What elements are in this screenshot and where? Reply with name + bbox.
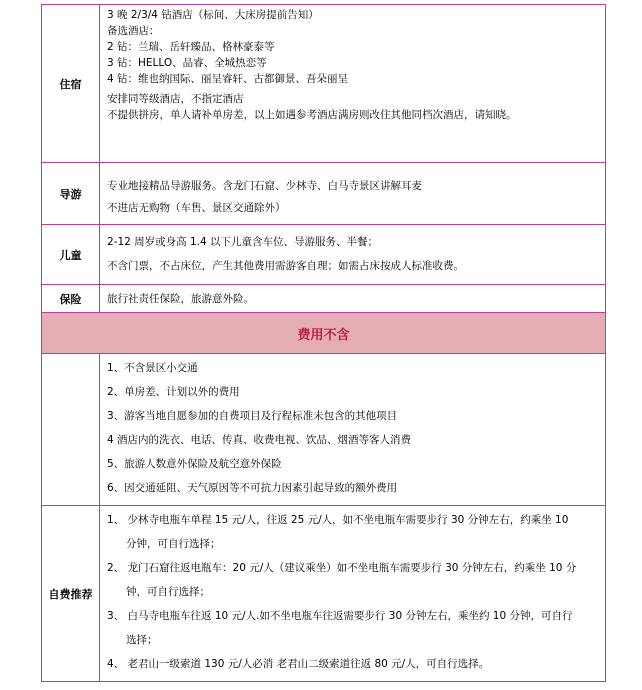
optional-row xyxy=(42,506,606,682)
lodging-line: 备选酒店： xyxy=(107,25,160,37)
itinerary-table xyxy=(41,4,606,682)
excluded-content xyxy=(100,354,606,506)
child-label: 儿童 xyxy=(42,225,100,285)
excluded-blank-cell xyxy=(42,354,100,506)
excluded-item: 3、游客当地自愿参加的自费项目及行程标准未包含的其他项目 xyxy=(107,410,398,422)
lodging-line: 3 钻：HELLO、品睿、全城热恋等 xyxy=(107,57,267,69)
lodging-row xyxy=(42,5,606,163)
excluded-item: 6、因交通延阻、天气原因等不可抗力因素引起导致的额外费用 xyxy=(107,482,398,494)
optional-item xyxy=(107,556,598,604)
optional-item-first: 3、 白马寺电瓶车往返 10 元/人.如不坐电瓶车往返需要步行 30 分钟左右，乘坐约 10 分钟，可自行 xyxy=(107,610,573,622)
excluded-item: 4 酒店内的洗衣、电话、传真、收费电视、饮品、烟酒等客人消费 xyxy=(107,434,412,446)
optional-content xyxy=(100,506,606,682)
lodging-line: 2 钻：兰瑞、岳轩臻品、格林豪泰等 xyxy=(107,41,275,53)
lodging-line: 3 晚 2/3/4 钻酒店（标间、大床房提前告知） xyxy=(107,9,319,21)
guide-row xyxy=(42,163,606,225)
optional-label: 自费推荐 xyxy=(42,506,100,682)
optional-item-first: 1、 少林寺电瓶车单程 15 元/人，往返 25 元/人，如不坐电瓶车需要步行 30 分钟左右，约乘坐 10 xyxy=(107,514,569,526)
guide-content xyxy=(100,163,606,225)
lodging-line: 4 钻：维也纳国际、丽呈睿轩、古都御景、吾朵丽呈 xyxy=(107,73,349,85)
optional-item-first: 2、 龙门石窟往返电瓶车：20 元/人（建议乘坐）如不坐电瓶车需要步行 30 分钟左右，约乘坐 10 分 xyxy=(107,562,577,574)
excluded-title: 费用不含 xyxy=(42,313,606,354)
insurance-row xyxy=(42,285,606,313)
insurance-text: 旅行社责任保险，旅游意外险。 xyxy=(107,292,254,305)
lodging-content xyxy=(100,5,606,163)
guide-label: 导游 xyxy=(42,163,100,225)
optional-item-rest: 选择； xyxy=(126,634,158,646)
child-row xyxy=(42,225,606,285)
child-content xyxy=(100,225,606,285)
child-line: 2-12 周岁或身高 1.4 以下儿童含车位、导游服务、半餐； xyxy=(107,236,379,248)
guide-line: 不进店无购物（车售、景区交通除外） xyxy=(107,202,286,214)
guide-line: 专业地接精品导游服务。含龙门石窟、少林寺、白马寺景区讲解耳麦 xyxy=(107,180,422,192)
insurance-label: 保险 xyxy=(42,285,100,313)
optional-item xyxy=(107,604,598,652)
excluded-item: 5、旅游人数意外保险及航空意外保险 xyxy=(107,458,282,470)
excluded-item: 2、单房差、计划以外的费用 xyxy=(107,386,240,398)
excluded-header-row xyxy=(42,313,606,354)
lodging-line: 安排同等级酒店，不指定酒店 xyxy=(107,93,244,105)
excluded-item: 1、不含景区小交通 xyxy=(107,362,198,374)
excluded-row xyxy=(42,354,606,506)
optional-item-first: 4、 老君山一级索道 130 元/人必消 老君山二级索道往返 80 元/人，可自行选择。 xyxy=(107,658,490,670)
insurance-content xyxy=(100,285,606,313)
optional-item-rest: 钟，可自行选择； xyxy=(126,586,210,598)
child-line: 不含门票，不占床位，产生其他费用需游客自理；如需占床按成人标准收费。 xyxy=(107,260,464,272)
optional-item-rest: 分钟，可自行选择； xyxy=(126,538,221,550)
optional-item xyxy=(107,508,598,556)
optional-item xyxy=(107,652,598,676)
lodging-line: 不提供拼房，单人请补单房差，以上如遇参考酒店满房则改住其他同档次酒店，请知晓。 xyxy=(107,109,517,121)
lodging-label: 住宿 xyxy=(42,5,100,163)
